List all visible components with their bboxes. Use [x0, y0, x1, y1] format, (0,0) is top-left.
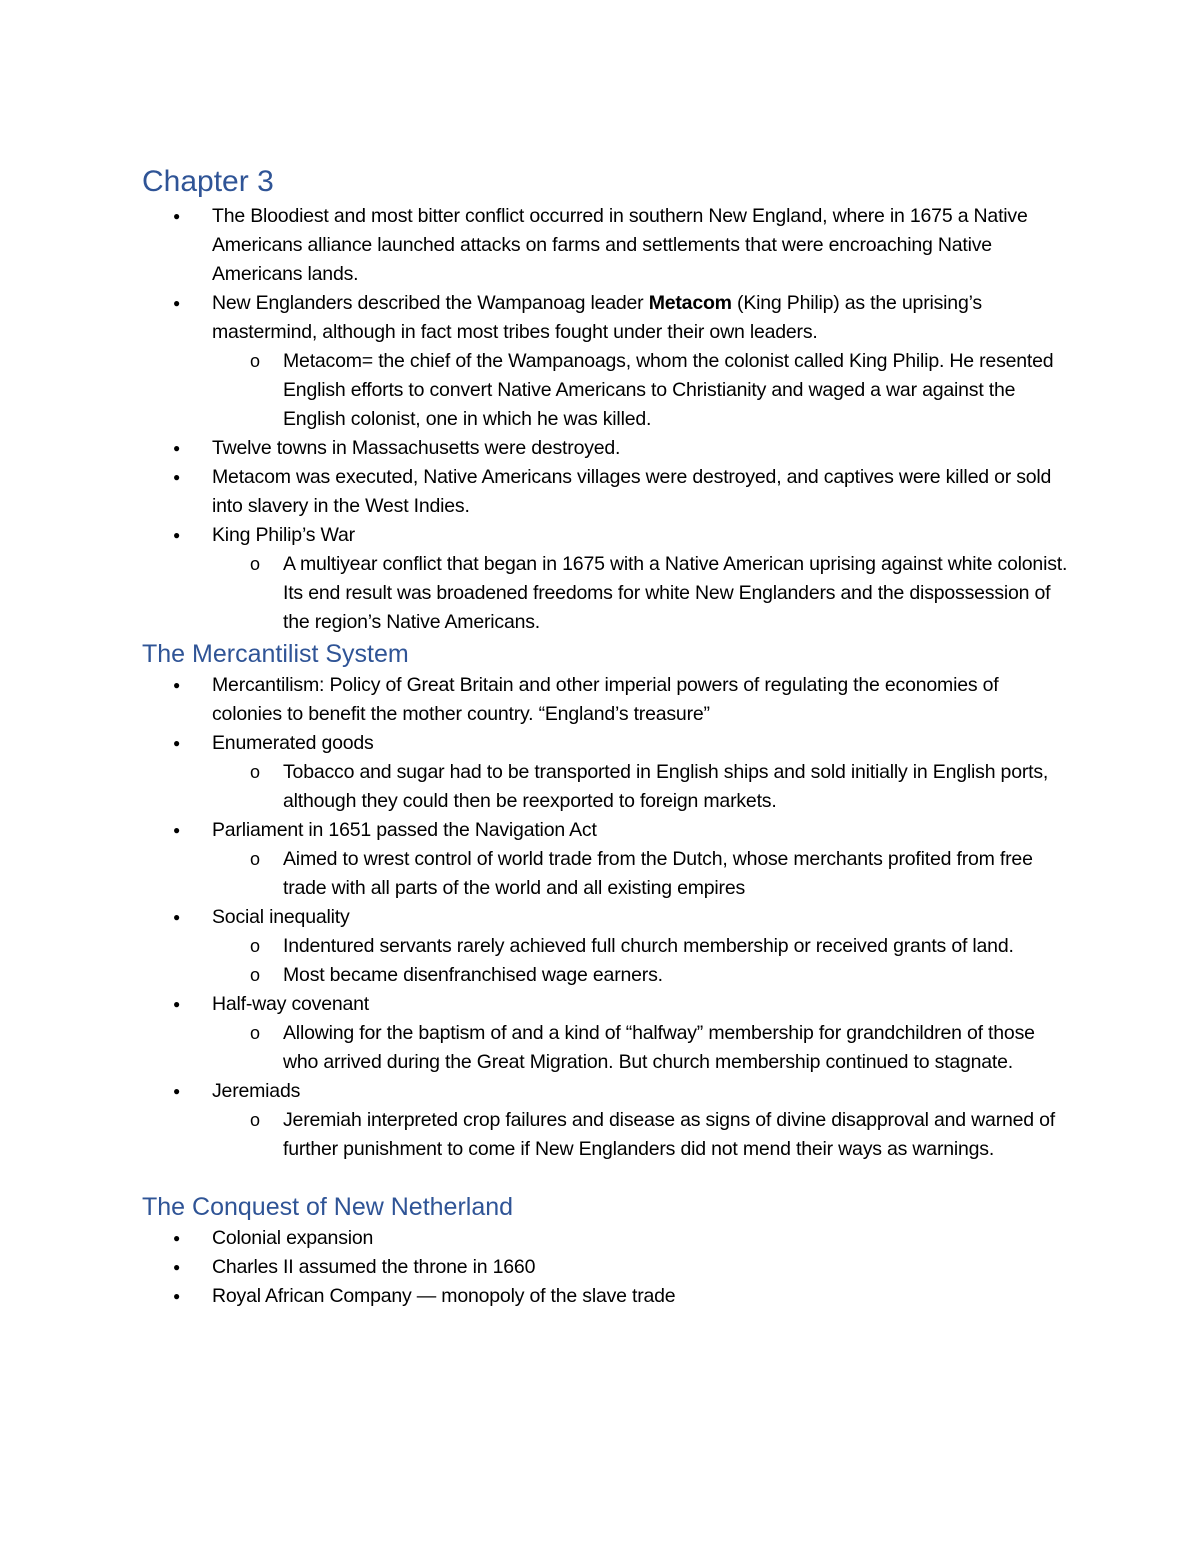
- list-item: ● Half-way covenant o Allowing for the baptism of and a kind of “halfway” membership for grandchildren of those who arrived during the Great Migration. But church membership continued to stagnate.: [142, 990, 1072, 1077]
- chapter-title: Chapter 3: [142, 165, 274, 198]
- section-heading: The Mercantilist System: [142, 640, 409, 668]
- sub-bullet-list: [142, 845, 1072, 903]
- sub-list-item: o Jeremiah interpreted crop failures and disease as signs of divine disapproval and warned of further punishment to come if New Englanders did not mend their ways as warnings.: [212, 1106, 1072, 1164]
- paragraph-spacer: [142, 1164, 1072, 1190]
- sub-list-item: o Metacom= the chief of the Wampanoags, whom the colonist called King Philip. He resented English efforts to convert Native Americans to Christianity and waged a war against the English colonist, one in which he was killed.: [212, 347, 1072, 434]
- list-item: ● Royal African Company — monopoly of the slave trade: [142, 1282, 1072, 1311]
- list-item: ● Metacom was executed, Native Americans villages were destroyed, and captives were killed or sold into slavery in the West Indies.: [142, 463, 1072, 521]
- bullet-list: [142, 1224, 1072, 1311]
- sub-list-item: o Allowing for the baptism of and a kind of “halfway” membership for grandchildren of those who arrived during the Great Migration. But church membership continued to stagnate.: [212, 1019, 1072, 1077]
- list-item: ● Charles II assumed the throne in 1660: [142, 1253, 1072, 1282]
- bold-term: Metacom: [648, 292, 732, 314]
- list-item: ● Colonial expansion: [142, 1224, 1072, 1253]
- sub-bullet-list: [142, 347, 1072, 434]
- sub-list-item: o A multiyear conflict that began in 1675 with a Native American uprising against white colonist. Its end result was broadened freedoms for white New Englanders and the dispossession of the region’s Native Americans.: [212, 550, 1072, 637]
- list-item: ● The Bloodiest and most bitter conflict occurred in southern New England, where in 1675 a Native Americans alliance launched attacks on farms and settlements that were encroaching Native Americans lands.: [142, 202, 1072, 289]
- sub-list-item: o Tobacco and sugar had to be transported in English ships and sold initially in English ports, although they could then be reexported to foreign markets.: [212, 758, 1072, 816]
- section-heading: The Conquest of New Netherland: [142, 1193, 514, 1221]
- bullet-list: [142, 202, 1072, 637]
- sub-list-item: o Most became disenfranchised wage earners.: [212, 961, 1072, 990]
- sub-bullet-list: [142, 1019, 1072, 1077]
- sub-bullet-list: [142, 550, 1072, 637]
- sub-bullet-list: [142, 758, 1072, 816]
- list-item: ● Parliament in 1651 passed the Navigation Act o Aimed to wrest control of world trade from the Dutch, whose merchants profited from free trade with all parts of the world and all existing empires: [142, 816, 1072, 903]
- sub-list-item: o Aimed to wrest control of world trade from the Dutch, whose merchants profited from free trade with all parts of the world and all existing empires: [212, 845, 1072, 903]
- sub-bullet-list: [142, 932, 1072, 990]
- list-item: ● New Englanders described the Wampanoag leader Metacom (King Philip) as the uprising’s mastermind, although in fact most tribes fought under their own leaders. o Metacom= the chief of the Wampanoags, whom the colonist called King Philip. He resented English efforts to convert Native Americans to Christianity and waged a war against the English colonist, one in which he was killed.: [142, 289, 1072, 434]
- list-item: ● Mercantilism: Policy of Great Britain and other imperial powers of regulating the economies of colonies to benefit the mother country. “England’s treasure”: [142, 671, 1072, 729]
- sub-list-item: o Indentured servants rarely achieved full church membership or received grants of land.: [212, 932, 1072, 961]
- sub-bullet-list: [142, 1106, 1072, 1164]
- bullet-list: [142, 671, 1072, 1164]
- document-body: [142, 162, 1072, 1311]
- list-item: ● Social inequality o Indentured servants rarely achieved full church membership or received grants of land. o Most became disenfranchised wage earners.: [142, 903, 1072, 990]
- list-item: ● Jeremiads o Jeremiah interpreted crop failures and disease as signs of divine disapproval and warned of further punishment to come if New Englanders did not mend their ways as warnings.: [142, 1077, 1072, 1164]
- list-item: ● Enumerated goods o Tobacco and sugar had to be transported in English ships and sold initially in English ports, although they could then be reexported to foreign markets.: [142, 729, 1072, 816]
- list-item: ● Twelve towns in Massachusetts were destroyed.: [142, 434, 1072, 463]
- list-item: ● King Philip’s War o A multiyear conflict that began in 1675 with a Native American uprising against white colonist. Its end result was broadened freedoms for white New Englanders and the dispossession of the region’s Native Americans.: [142, 521, 1072, 637]
